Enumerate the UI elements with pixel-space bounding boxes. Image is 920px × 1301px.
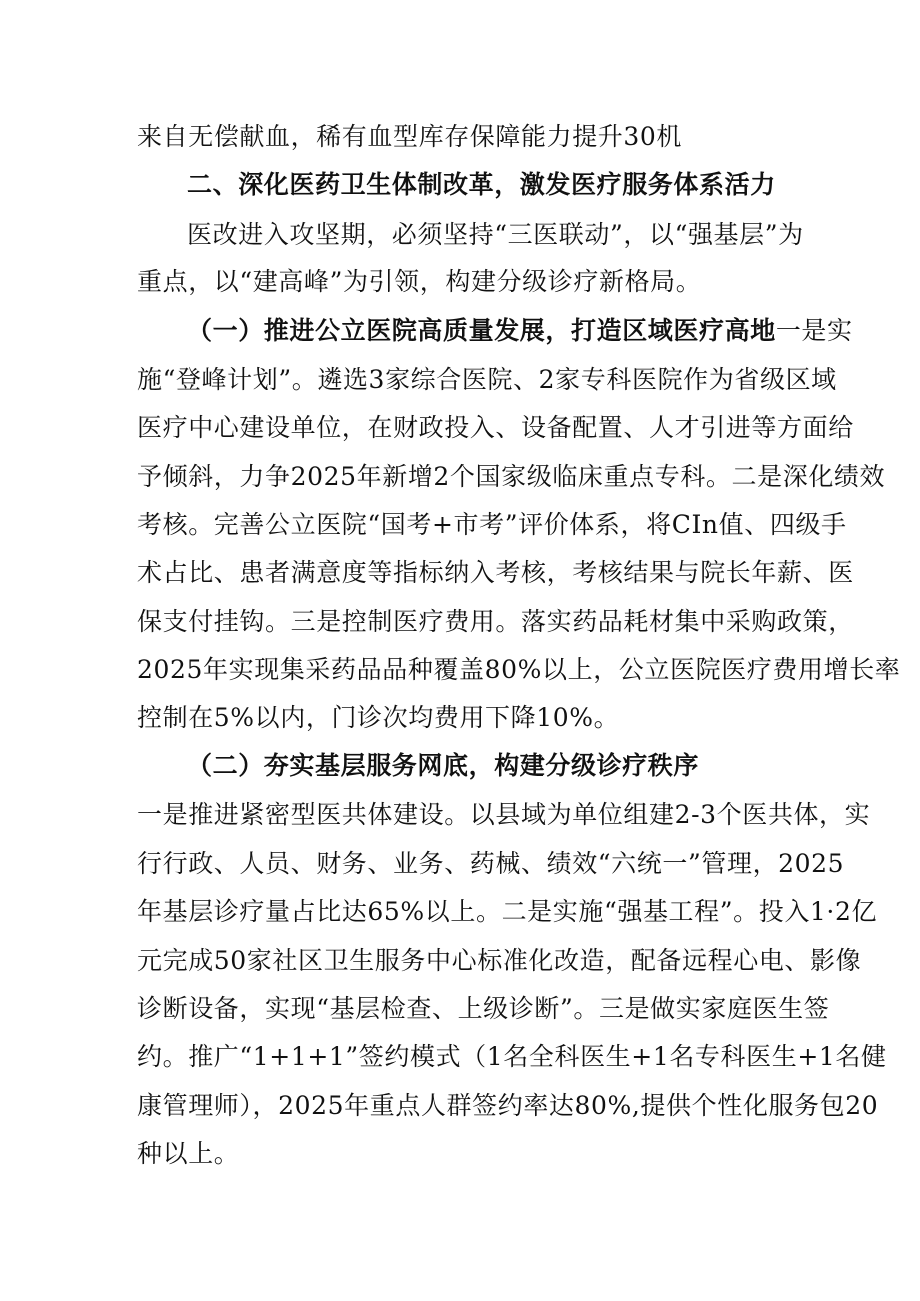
body-line-13: 控制在5%以内，门诊次均费用下降10%。 — [137, 703, 620, 732]
body-line-22: 种以上。 — [137, 1139, 240, 1168]
body-line-11: 保支付挂钩。三是控制医疗费用。落实药品耗材集中采购政策， — [137, 607, 854, 636]
body-line-4: 重点，以“建高峰”为引领，构建分级诊疗新格局。 — [137, 267, 702, 296]
body-line-7: 医疗中心建设单位，在财政投入、设备配置、人才引进等方面给 — [137, 413, 854, 442]
body-line-10: 术占比、患者满意度等指标纳入考核，考核结果与院长年薪、医 — [137, 558, 854, 587]
body-line-17: 年基层诊疗量占比达65%以上。二是实施“强基工程”。投入1·2亿 — [137, 897, 878, 926]
subsection-line-1 — [187, 315, 853, 347]
body-line-16: 行行政、人员、财务、业务、药械、绩效“六统一”管理，2025 — [137, 849, 845, 878]
section-heading-2: 二、深化医药卫生体制改革，激发医疗服务体系活力 — [187, 170, 776, 199]
body-line-9: 考核。完善公立医院“国考+市考”评价体系，将CIn值、四级手 — [137, 510, 847, 539]
body-line-3: 医改进入攻坚期，必须坚持“三医联动”，以“强基层”为 — [187, 220, 804, 249]
body-line-18: 元完成50家社区卫生服务中心标准化改造，配备远程心电、影像 — [137, 946, 862, 975]
subsection-heading-2: （二）夯实基层服务网底，构建分级诊疗秩序 — [187, 751, 700, 780]
body-line-20: 约。推广“1+1+1”签约模式（1名全科医生+1名专科医生+1名健 — [137, 1042, 887, 1071]
subsection-heading-1: （一）推进公立医院高质量发展，打造区域医疗高地 — [187, 316, 776, 345]
body-line-8: 予倾斜，力争2025年新增2个国家级临床重点专科。二是深化绩效 — [137, 462, 886, 491]
body-line-6: 施“登峰计划”。遴选3家综合医院、2家专科医院作为省级区域 — [137, 365, 837, 394]
body-line-1: 来自无偿献血，稀有血型库存保障能力提升30机 — [137, 122, 683, 151]
body-line-21: 康管理师），2025年重点人群签约率达80%,提供个性化服务包20 — [137, 1091, 879, 1120]
body-line-19: 诊断设备，实现“基层检查、上级诊断”。三是做实家庭医生签 — [137, 994, 830, 1023]
subsection-heading-1-tail: 一是实 — [775, 316, 853, 345]
body-line-15: 一是推进紧密型医共体建设。以县域为单位组建2-3个医共体，实 — [137, 800, 871, 829]
body-line-12: 2025年实现集采药品品种覆盖80%以上，公立医院医疗费用增长率 — [137, 655, 901, 684]
